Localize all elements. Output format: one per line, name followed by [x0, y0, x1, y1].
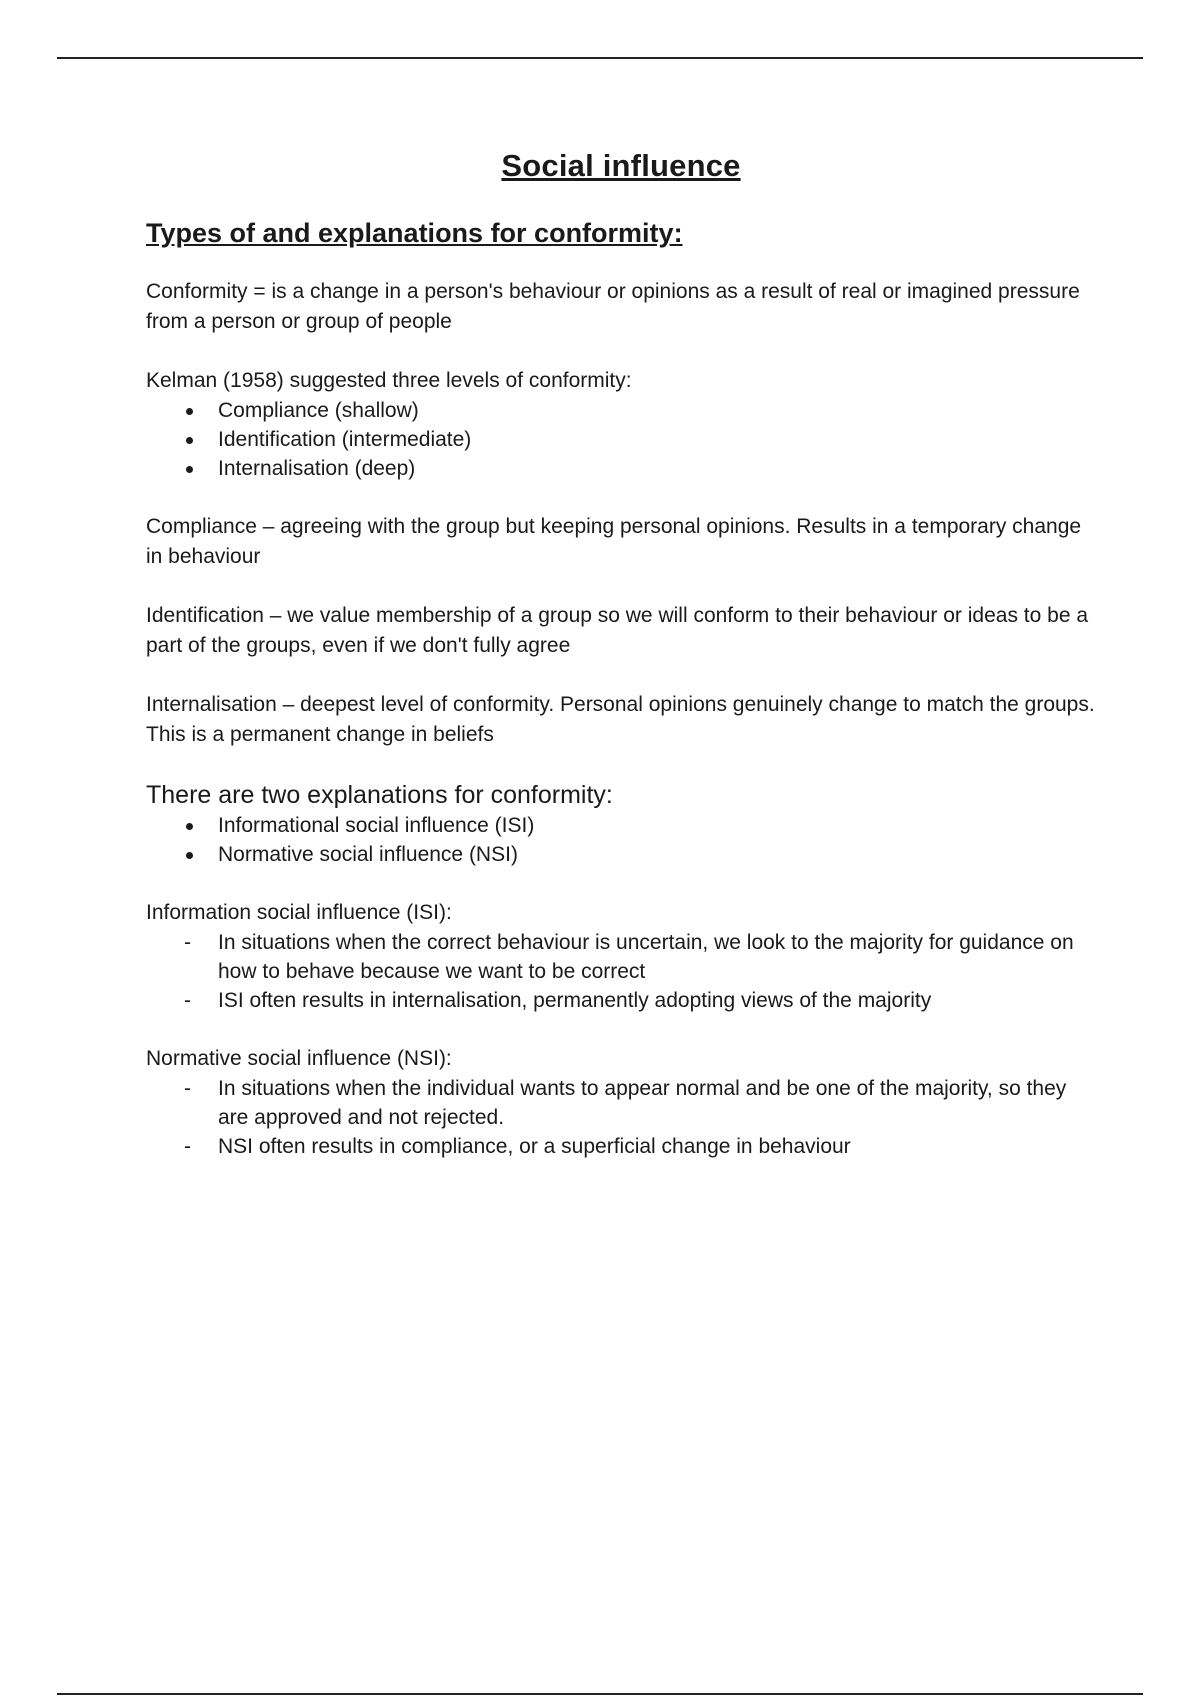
identification-paragraph: Identification – we value membership of a group so we will conform to their behaviour or ideas to be a part of the groups, even if we don't fully agree [146, 604, 1089, 657]
section-heading: Types of and explanations for conformity: [146, 218, 683, 248]
isi-points-list [146, 928, 1096, 1015]
list-item: - In situations when the individual wants to appear normal and be one of the majority, so they are approved and not rejected. [146, 1074, 1096, 1132]
list-item: Internalisation (deep) [146, 454, 1096, 483]
list-item: Normative social influence (NSI) [146, 840, 1096, 869]
compliance-paragraph: Compliance – agreeing with the group but keeping personal opinions. Results in a temporary change in behaviour [146, 515, 1082, 568]
list-item: Informational social influence (ISI) [146, 811, 1096, 840]
list-item: - In situations when the correct behaviour is uncertain, we look to the majority for guidance on how to behave because we want to be correct [146, 928, 1096, 986]
conformity-definition: Conformity = is a change in a person's behaviour or opinions as a result of real or imagined pressure from a person or group of people [146, 280, 1080, 333]
nsi-points-list [146, 1074, 1096, 1161]
list-item: - ISI often results in internalisation, permanently adopting views of the majority [146, 986, 1096, 1015]
bottom-rule [57, 1693, 1143, 1695]
document-page [146, 148, 1096, 1190]
isi-heading: Information social influence (ISI): [146, 901, 452, 924]
internalisation-paragraph: Internalisation – deepest level of conformity. Personal opinions genuinely change to match the groups. This is a permanent change in beliefs [146, 693, 1095, 746]
list-item: - NSI often results in compliance, or a superficial change in behaviour [146, 1132, 1096, 1161]
list-item: Identification (intermediate) [146, 425, 1096, 454]
kelman-intro: Kelman (1958) suggested three levels of conformity: [146, 369, 632, 392]
explanations-intro: There are two explanations for conformity: [146, 781, 613, 809]
list-item: Compliance (shallow) [146, 396, 1096, 425]
document-title: Social influence [501, 148, 741, 183]
kelman-levels-list [146, 396, 1096, 483]
top-rule [57, 57, 1143, 59]
nsi-heading: Normative social influence (NSI): [146, 1047, 452, 1070]
explanations-list [146, 811, 1096, 869]
